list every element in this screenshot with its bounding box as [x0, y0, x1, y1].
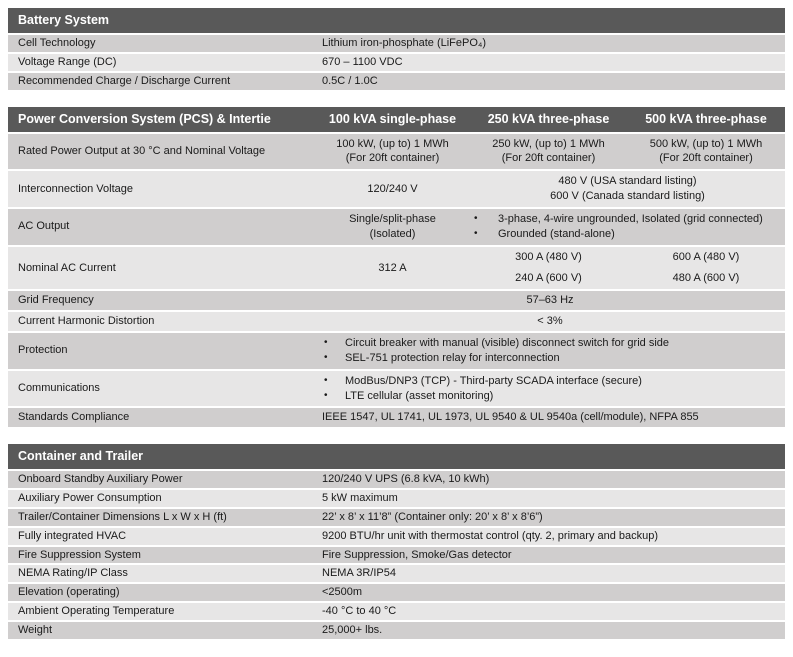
battery-table-header — [8, 8, 785, 34]
table-row — [8, 290, 785, 311]
container-table-title: Container and Trailer — [8, 444, 785, 470]
spec-value: Fire Suppression, Smoke/Gas detector — [315, 546, 785, 565]
table-row — [8, 72, 785, 91]
bullet-item: • ModBus/DNP3 (TCP) - Third-party SCADA interface (secure) — [315, 374, 775, 389]
spec-value-line: (For 20ft container) — [659, 152, 753, 165]
spec-value-line: (For 20ft container) — [501, 152, 596, 165]
spec-value: 9200 BTU/hr unit with thermostat control (qty. 2, primary and backup) — [315, 527, 785, 546]
bullet-item: • 3-phase, 4-wire ungrounded, Isolated (grid connected) — [470, 212, 775, 227]
table-row — [8, 34, 785, 53]
spec-label: Fire Suppression System — [8, 546, 315, 565]
spec-label: Voltage Range (DC) — [8, 53, 315, 72]
spec-value-line: (Isolated) — [369, 227, 416, 240]
spec-value-line: 600 V (Canada standard listing) — [550, 190, 705, 203]
spec-label: Communications — [8, 370, 315, 408]
spec-value — [470, 170, 785, 208]
spec-value — [315, 332, 785, 370]
pcs-table-header — [8, 107, 785, 133]
spec-value: <2500m — [315, 583, 785, 602]
battery-table-title: Battery System — [8, 8, 785, 34]
pcs-column-header: 500 kVA three-phase — [627, 107, 785, 133]
spec-value-line: 300 A (480 V) — [515, 250, 582, 263]
table-row — [8, 621, 785, 640]
spec-label: Nominal AC Current — [8, 246, 315, 291]
pcs-column-header: 100 kVA single-phase — [315, 107, 470, 133]
spec-value — [470, 133, 627, 171]
spec-value — [470, 246, 627, 291]
spec-value — [470, 208, 785, 246]
pcs-table-title: Power Conversion System (PCS) & Intertie — [8, 107, 315, 133]
table-row — [8, 246, 785, 291]
spec-label: Standards Compliance — [8, 407, 315, 428]
spec-value-line: 100 kW, (up to) 1 MWh — [336, 137, 449, 150]
spec-value — [627, 246, 785, 291]
spec-value: Lithium iron-phosphate (LiFePO₄) — [315, 34, 785, 53]
spec-value — [315, 208, 470, 246]
table-row — [8, 332, 785, 370]
spec-label: AC Output — [8, 208, 315, 246]
spec-value: 120/240 V — [315, 170, 470, 208]
spec-label: Interconnection Voltage — [8, 170, 315, 208]
spec-value-line: 240 A (600 V) — [515, 272, 582, 285]
spec-value: 25,000+ lbs. — [315, 621, 785, 640]
container-trailer-table — [8, 444, 785, 641]
spec-value-line: 600 A (480 V) — [672, 250, 740, 263]
spec-value: 57–63 Hz — [315, 290, 785, 311]
spec-label: Onboard Standby Auxiliary Power — [8, 470, 315, 489]
table-row — [8, 546, 785, 565]
spec-label: Auxiliary Power Consumption — [8, 489, 315, 508]
spec-value: 5 kW maximum — [315, 489, 785, 508]
spec-label: Recommended Charge / Discharge Current — [8, 72, 315, 91]
spec-value-line: 250 kW, (up to) 1 MWh — [492, 137, 605, 150]
spec-value — [315, 370, 785, 408]
spec-label: Rated Power Output at 30 °C and Nominal Voltage — [8, 133, 315, 171]
spec-label: Grid Frequency — [8, 290, 315, 311]
table-row — [8, 407, 785, 428]
table-row — [8, 170, 785, 208]
spec-label: Weight — [8, 621, 315, 640]
bullet-item: • SEL-751 protection relay for interconnection — [315, 351, 775, 366]
spec-value: 120/240 V UPS (6.8 kVA, 10 kWh) — [315, 470, 785, 489]
table-row — [8, 311, 785, 332]
spec-value: IEEE 1547, UL 1741, UL 1973, UL 9540 & UL 9540a (cell/module), NFPA 855 — [315, 407, 785, 428]
spec-value: 0.5C / 1.0C — [315, 72, 785, 91]
spec-label: Elevation (operating) — [8, 583, 315, 602]
spec-value-line: Single/split-phase — [349, 212, 436, 225]
table-row — [8, 508, 785, 527]
table-row — [8, 489, 785, 508]
spec-value-line: 480 V (USA standard listing) — [558, 175, 697, 188]
pcs-column-header: 250 kVA three-phase — [470, 107, 627, 133]
spec-value: 670 – 1100 VDC — [315, 53, 785, 72]
bullet-item: • LTE cellular (asset monitoring) — [315, 389, 775, 404]
table-row — [8, 470, 785, 489]
table-row — [8, 602, 785, 621]
table-row — [8, 564, 785, 583]
spec-value — [315, 133, 470, 171]
table-row — [8, 208, 785, 246]
spec-value: -40 °C to 40 °C — [315, 602, 785, 621]
table-row — [8, 527, 785, 546]
bullet-item: • Circuit breaker with manual (visible) disconnect switch for grid side — [315, 336, 775, 351]
table-row — [8, 583, 785, 602]
spec-label: Fully integrated HVAC — [8, 527, 315, 546]
spec-label: Ambient Operating Temperature — [8, 602, 315, 621]
spec-value-line: 500 kW, (up to) 1 MWh — [649, 137, 763, 150]
table-row — [8, 53, 785, 72]
pcs-intertie-table — [8, 107, 785, 430]
spec-value-line: (For 20ft container) — [345, 152, 440, 165]
spec-label: Trailer/Container Dimensions L x W x H (ft) — [8, 508, 315, 527]
spec-value: 22’ x 8’ x 11’8” (Container only: 20’ x 8’ x 8’6”) — [315, 508, 785, 527]
table-row — [8, 133, 785, 171]
container-table-header — [8, 444, 785, 470]
spec-value-line: 480 A (600 V) — [672, 272, 740, 285]
spec-label: Cell Technology — [8, 34, 315, 53]
battery-system-table — [8, 8, 785, 92]
spec-value: < 3% — [315, 311, 785, 332]
spec-value: NEMA 3R/IP54 — [315, 564, 785, 583]
spec-label: Protection — [8, 332, 315, 370]
table-row — [8, 370, 785, 408]
spec-label: NEMA Rating/IP Class — [8, 564, 315, 583]
spec-value — [627, 133, 785, 171]
spec-label: Current Harmonic Distortion — [8, 311, 315, 332]
bullet-item: • Grounded (stand-alone) — [470, 227, 775, 242]
spec-value: 312 A — [315, 246, 470, 291]
